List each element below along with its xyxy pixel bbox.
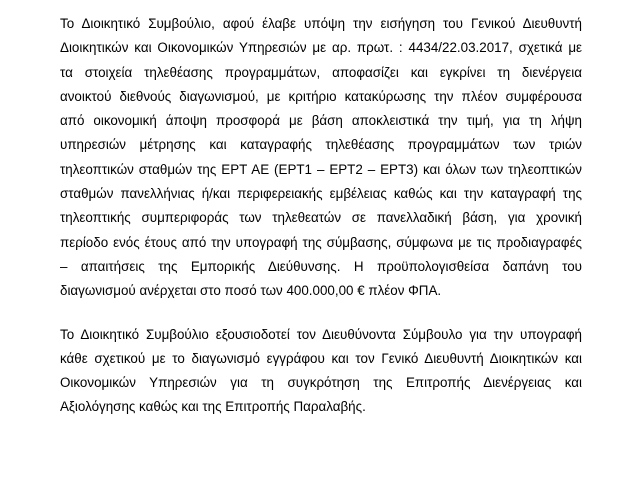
paragraph-2: [60, 323, 582, 420]
paragraph-1: [60, 12, 582, 304]
text-line: τα στοιχεία τηλεθέασης προγραμμάτων, αποφασίζει και εγκρίνει τη διενέργεια: [60, 64, 582, 80]
text-line: περίοδο ενός έτους από την υπογραφή της σύμβασης, σύμφωνα με τις προδιαγραφές: [60, 234, 582, 250]
text-line: Αξιολόγησης καθώς και της Επιτροπής Παραλαβής.: [60, 399, 366, 415]
text-line: από οικονομική άποψη προσφορά με βάση αποκλειστικά την τιμή, για τη λήψη: [60, 113, 582, 129]
text-line: τηλεοπτικής συμπεριφοράς των τηλεθεατών σε πανελλαδική βάση, για χρονική: [60, 210, 582, 226]
text-line: τηλεοπτικών σταθμών της ΕΡΤ ΑΕ (ΕΡΤ1 – ΕΡΤ2 – ΕΡΤ3) και όλων των τηλεοπτικών: [60, 161, 582, 177]
paragraph-spacer: [60, 304, 582, 323]
text-line: Οικονομικών Υπηρεσιών για τη συγκρότηση της Επιτροπής Διενέργειας και: [60, 375, 582, 391]
document-body: [60, 12, 582, 420]
text-line: ανοικτού διεθνούς διαγωνισμού, με κριτήριο κατακύρωσης την πλέον συμφέρουσα: [60, 88, 582, 104]
text-line: Το Διοικητικό Συμβούλιο εξουσιοδοτεί τον Διευθύνοντα Σύμβουλο για την υπογραφή: [60, 326, 582, 342]
text-line: – απαιτήσεις της Εμπορικής Διεύθυνσης. Η προϋπολογισθείσα δαπάνη του: [60, 258, 582, 274]
text-line: Το Διοικητικό Συμβούλιο, αφού έλαβε υπόψη την εισήγηση του Γενικού Διευθυντή: [60, 16, 582, 31]
text-line: Διοικητικών και Οικονομικών Υπηρεσιών με αρ. πρωτ. : 4434/22.03.2017, σχετικά με: [60, 40, 582, 56]
text-line: σταθμών πανελλήνιας ή/και περιφερειακής εμβέλειας καθώς και την καταγραφή της: [60, 186, 582, 202]
text-line: υπηρεσιών μέτρησης και καταγραφής τηλεθέασης προγραμμάτων των τριών: [60, 137, 582, 153]
text-line: κάθε σχετικού με το διαγωνισμό εγγράφου και τον Γενικό Διευθυντή Διοικητικών και: [60, 350, 582, 366]
text-line: διαγωνισμού ανέρχεται στο ποσό των 400.000,00 € πλέον ΦΠΑ.: [60, 283, 442, 299]
